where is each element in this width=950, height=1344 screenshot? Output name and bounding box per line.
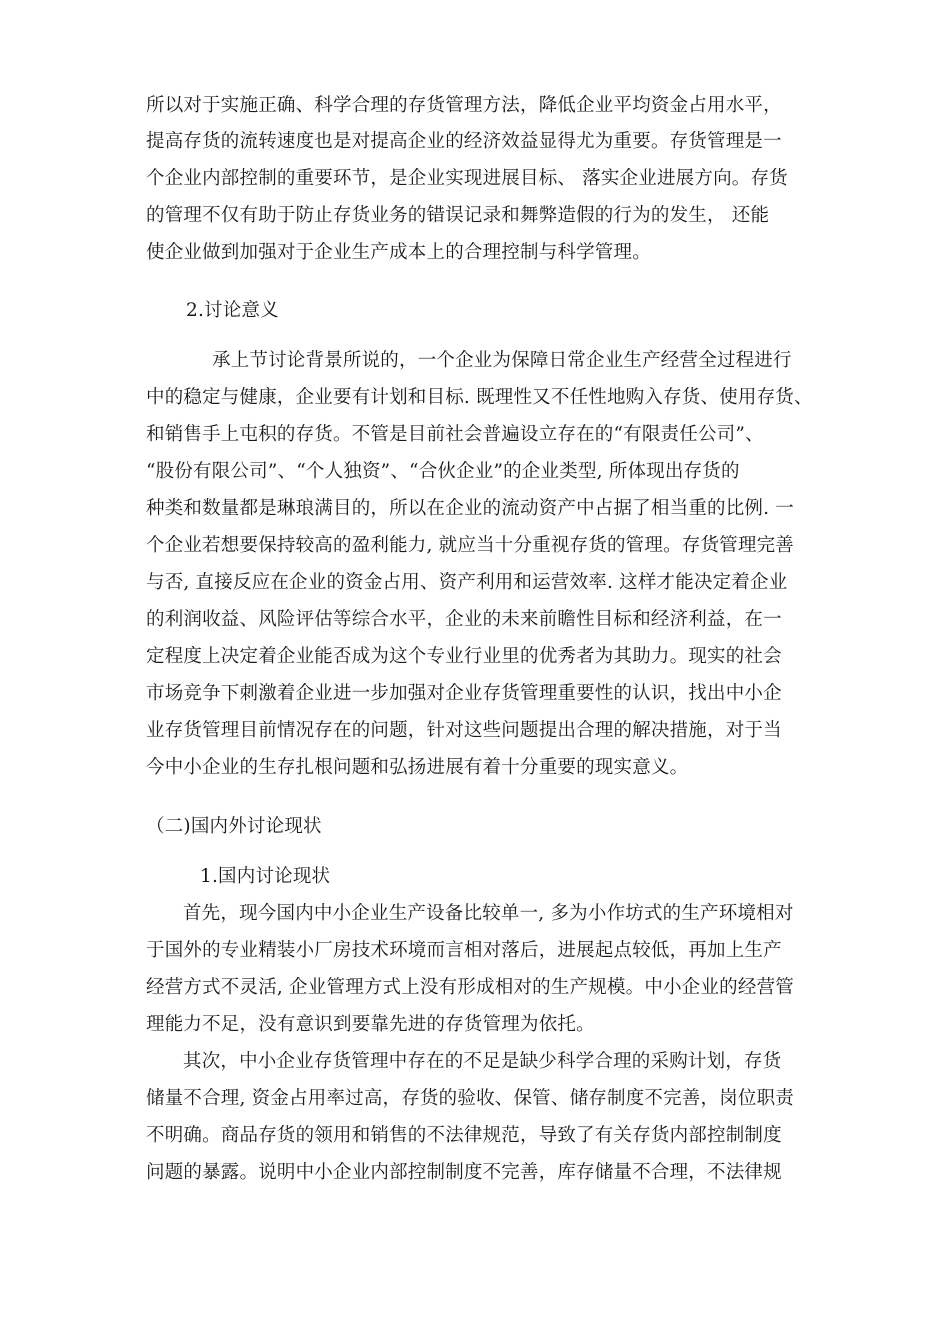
paragraph-2-line: 定程度上决定着企业能否成为这个专业行业里的优秀者为其助力。现实的社会 xyxy=(146,646,782,667)
section-heading-significance: 2.讨论意义 xyxy=(186,300,279,321)
paragraph-2-line: 与否, 直接反应在企业的资金占用、资产利用和运营效率. 这样才能决定着企业 xyxy=(146,572,788,593)
paragraph-3-line: 于国外的专业精装小厂房技术环境而言相对落后，进展起点较低，再加上生产 xyxy=(146,940,782,961)
paragraph-4-line: 问题的暴露。说明中小企业内部控制制度不完善，库存储量不合理，不法律规 xyxy=(146,1162,782,1183)
paragraph-1-line: 所以对于实施正确、科学合理的存货管理方法，降低企业平均资金占用水平， xyxy=(146,95,782,116)
paragraph-1-line: 的管理不仅有助于防止存货业务的错误记录和舞弊造假的行为的发生， 还能 xyxy=(146,205,770,226)
section-heading-research-status: （二)国内外讨论现状 xyxy=(146,816,322,837)
paragraph-2-line: “股份有限公司”、“个人独资”、“合伙企业”的企业类型, 所体现出存货的 xyxy=(146,461,740,482)
paragraph-3-line: 首先，现今国内中小企业生产设备比较单一, 多为小作坊式的生产环境相对 xyxy=(183,903,794,924)
paragraph-2-line: 承上节讨论背景所说的，一个企业为保障日常企业生产经营全过程进行 xyxy=(212,350,792,371)
section-heading-domestic: 1.国内讨论现状 xyxy=(200,866,331,887)
paragraph-4-line: 其次，中小企业存货管理中存在的不足是缺少科学合理的采购计划，存货 xyxy=(183,1051,782,1072)
paragraph-1-line: 使企业做到加强对于企业生产成本上的合理控制与科学管理。 xyxy=(146,242,651,263)
paragraph-3-line: 理能力不足，没有意识到要靠先进的存货管理为依托。 xyxy=(146,1014,595,1035)
paragraph-2-line: 业存货管理目前情况存在的问题，针对这些问题提出合理的解决措施，对于当 xyxy=(146,720,782,741)
paragraph-2-line: 的利润收益、风险评估等综合水平，企业的未来前瞻性目标和经济利益，在一 xyxy=(146,609,782,630)
paragraph-2-line: 和销售手上屯积的存货。不管是目前社会普遍设立存在的“有限责任公司”、 xyxy=(146,424,764,445)
paragraph-4-line: 储量不合理, 资金占用率过高，存货的验收、保管、储存制度不完善，岗位职责 xyxy=(146,1088,794,1109)
paragraph-2-line: 中的稳定与健康，企业要有计划和目标. 既理性又不任性地购入存货、使用存货、 xyxy=(146,387,813,408)
paragraph-1-line: 提高存货的流转速度也是对提高企业的经济效益显得尤为重要。存货管理是一 xyxy=(146,131,782,152)
paragraph-2-line: 市场竞争下刺激着企业进一步加强对企业存货管理重要性的认识，找出中小企 xyxy=(146,683,782,704)
paragraph-2-line: 个企业若想要保持较高的盈利能力, 就应当十分重视存货的管理。存货管理完善 xyxy=(146,535,794,556)
paragraph-2-line: 今中小企业的生存扎根问题和弘扬进展有着十分重要的现实意义。 xyxy=(146,757,689,778)
paragraph-2-line: 种类和数量都是琳琅满目的，所以在企业的流动资产中占据了相当重的比例. 一 xyxy=(146,498,794,519)
paragraph-1-line: 个企业内部控制的重要环节，是企业实现进展目标、 落实企业进展方向。存货 xyxy=(146,168,788,189)
paragraph-3-line: 经营方式不灵活, 企业管理方式上没有形成相对的生产规模。中小企业的经营管 xyxy=(146,977,794,998)
paragraph-4-line: 不明确。商品存货的领用和销售的不法律规范，导致了有关存货内部控制制度 xyxy=(146,1125,782,1146)
